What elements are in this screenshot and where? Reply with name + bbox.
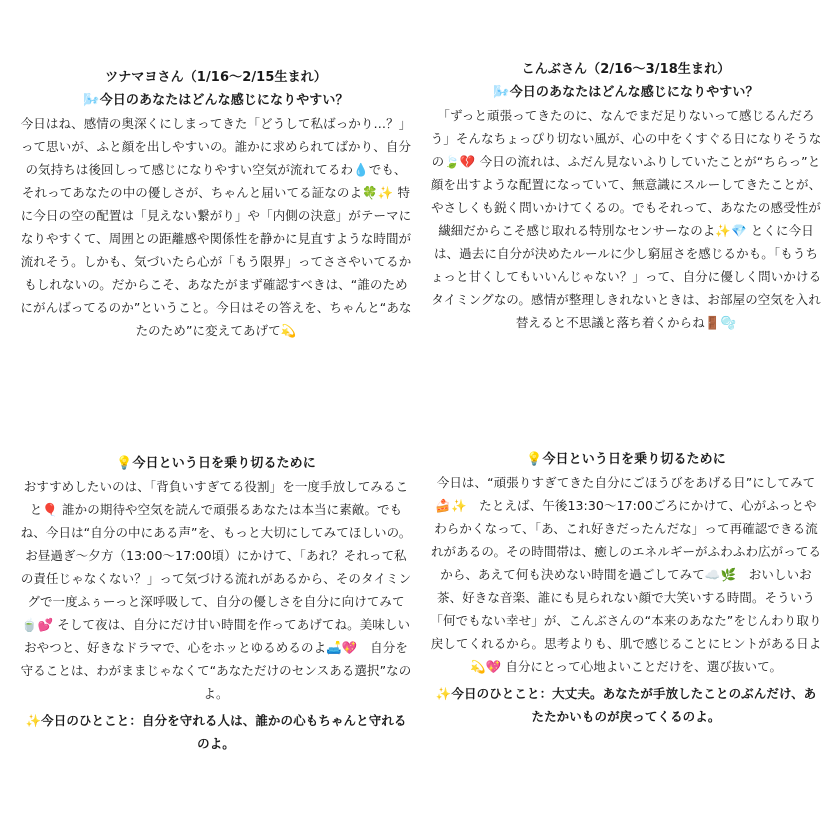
left-tip-body: おすすめしたいのは、「背負いすぎてる役割」を一度手放してみること🎈 誰かの期待や空気を読んで頑張るあなたは本当に素敵。でもね、今日は“自分の中にある声”を、もっと大切にしてみてほしいの。お昼過ぎ〜夕方（13:00〜17:00頃）にかけて、「あれ？それって私の責任じゃなくない？」って気づける流れがあるから、そのタイミングで一度ふぅーっと深呼吸して、自分の優しさを自分に向けてみて🍵💕 そして夜は、自分にだけ甘い時間を作ってあげてね。美味しいおやつと、好きなドラマで、心をホッとゆるめるのよ🛋️💖 自分を守ることは、わがままじゃなくて“あなただけのセンスある選択”なのよ。: [20, 479, 412, 701]
left-question-body: 今日はね、感情の奥深くにしまってきた「どうして私ばっかり…？」って思いが、ふと顔を出しやすいの。誰かに求められてばかり、自分の気持ちは後回しって感じになりやすい空気が流れてるわ💧でも、それってあなたの中の優しさが、ちゃんと届いてる証なのよ🍀✨ 特に今日の空の配置は「見えない繋がり」や「内側の決意」がテーマになりやすくて、周囲との距離感や関係性を静かに見直すような時間が流れそう。しかも、気づいたら心が「もう限界」ってささやいてるかもしれないの。だからこそ、あなたがまず確認すべきは、“誰のためにがんばってるのか”ということ。今日はその答えを、ちゃんと“あなたのため”に変えてあげて💫: [20, 116, 412, 338]
left-tip-section: [20, 452, 412, 755]
right-reading-section: [430, 58, 822, 334]
left-reading-section: [20, 66, 412, 342]
right-question-body: 「ずっと頑張ってきたのに、なんでまだ足りないって感じるんだろう」そんなちょっぴり切ない風が、心の中をくすぐる日になりそうなの🍃💔 今日の流れは、ふだん見ないふりしていたことが“ちらっ”と顔を出すような配置になっていて、無意識にスルーしてきたことが、やさしくも鋭く問いかけてくるの。でもそれって、あなたの感受性が繊細だからこそ感じ取れる特別なセンサーなのよ✨💎 とくに今日は、過去に自分が決めたルールに少し窮屈さを感じるかも。「もうちょっと甘くしてもいいんじゃない？」って、自分に優しく問いかけるタイミングなの。感情が整理しきれないときは、お部屋の空気を入れ替えると不思議と落ち着くからね🚪🫧: [430, 108, 822, 330]
right-tip-section: [430, 448, 822, 728]
left-tip-heading: 💡今日という日を乗り切るために: [116, 456, 316, 471]
right-closing-word: ✨今日のひとこと：大丈夫。あなたが手放したことのぶんだけ、あたたかいものが戻ってくるのよ。: [435, 686, 817, 724]
left-question-heading: 🌬️今日のあなたはどんな感じになりやすい？: [83, 93, 349, 108]
right-tip-heading: 💡今日という日を乗り切るために: [526, 452, 726, 467]
right-sign-title: こんぶさん（2/16〜3/18生まれ）: [521, 62, 731, 77]
right-tip-body: 今日は、“頑張りすぎてきた自分にごほうびをあげる日”にしてみて🍰✨ たとえば、午後13:30〜17:00ごろにかけて、心がふっとやわらかくなって、「あ、これ好きだったんだな」って再確認できる流れがあるの。その時間帯は、癒しのエネルギーがふわふわ広がってるから、あえて何も決めない時間を過ごしてみて☁️🌿 おいしいお茶、好きな音楽、誰にも見られない顔で大笑いする時間。そういう「何でもない幸せ」が、こんぶさんの“本来のあなた”をじんわり取り戻してくれるから。思考よりも、肌で感じることにヒントがある日よ💫💖 自分にとって心地よいことだけを、選び抜いて。: [430, 475, 822, 674]
left-closing-word: ✨今日のひとこと：自分を守れる人は、誰かの心もちゃんと守れるのよ。: [25, 713, 407, 751]
right-question-heading: 🌬️今日のあなたはどんな感じになりやすい？: [493, 85, 759, 100]
left-sign-title: ツナマヨさん（1/16〜2/15生まれ）: [105, 70, 327, 85]
